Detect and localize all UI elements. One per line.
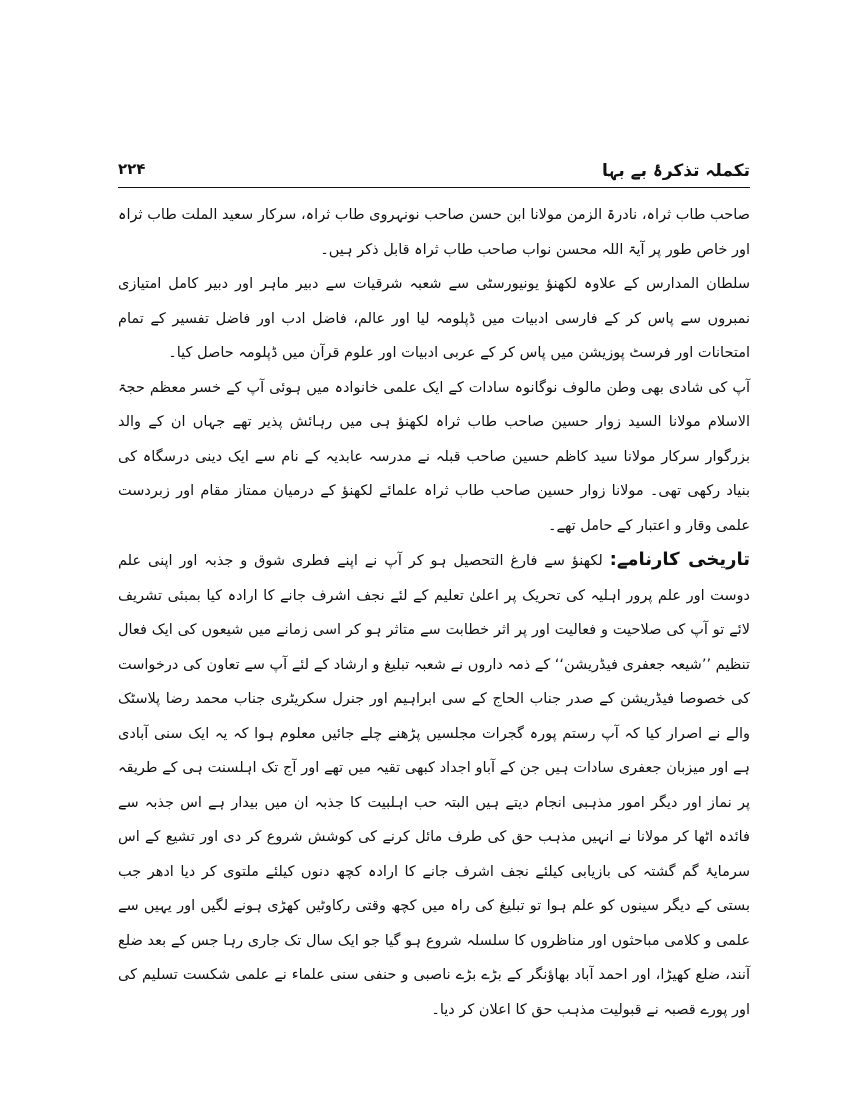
page-number: ۲۲۴ [118, 160, 146, 178]
running-title: تکملہ تذکرۂ بے بہا [601, 161, 750, 181]
paragraph-text: صاحب طاب ثراہ، نادرۃ الزمن مولانا ابن حسن صاحب نونہروی طاب ثراہ، سرکار سعید الملت طاب ثراہ اور خاص طور پر آیۃ اللہ محسن نواب صاحب طاب ثراہ قابل ذکر ہیں۔ [118, 207, 750, 258]
paragraph [118, 371, 750, 544]
paragraph-text: آپ کی شادی بھی وطن مالوف نوگانوہ سادات کے ایک علمی خانوادہ میں ہوئی آپ کے خسر معظم حجۃ الاسلام مولانا السید زوار حسین صاحب طاب ثراہ لکھنؤ ہی میں رہائش پذیر تھے جہاں ان کے والد بزرگوار سرکار مولانا سید کاظم حسین صاحب قبلہ نے مدرسہ عابدیہ کے نام سے ایک دینی درسگاہ کی بنیاد رکھی تھی۔ مولانا زوار حسین صاحب طاب ثراہ علمائے لکھنؤ کے درمیان ممتاز مقام اور زبردست علمی وقار و اعتبار کے حامل تھے۔ [118, 379, 750, 534]
paragraph [118, 198, 750, 267]
body-text [118, 198, 750, 1027]
paragraph [118, 543, 750, 1027]
page-header [118, 160, 750, 186]
paragraph [118, 267, 750, 371]
paragraph-text: سلطان المدارس کے علاوہ لکھنؤ یونیورسٹی سے شعبہ شرقیات سے دبیر ماہر اور دبیر کامل امتیازی نمبروں سے پاس کر کے فارسی ادبیات میں ڈپلومہ لیا اور عالم، فاضل ادب اور فاضل تفسیر کے تمام امتحانات اور فرسٹ پوزیشن میں پاس کر کے عربی ادبیات اور علوم قرآن میں ڈپلومہ حاصل کیا۔ [118, 276, 750, 361]
section-heading: تاریخی کارنامے: [609, 549, 750, 570]
header-rule [118, 187, 750, 188]
paragraph-text: لکھنؤ سے فارغ التحصیل ہو کر آپ نے اپنے فطری شوق و جذبہ اور اپنی علم دوست اور علم پرور اہلیہ کی تحریک پر اعلیٰ تعلیم کے لئے نجف اشرف جانے کا ارادہ کیا بمبئی تشریف لائے تو آپ کی صلاحیت و فعالیت اور پر اثر خطابت سے متاثر ہو کر اسی زمانے میں شیعوں کی ایک فعال تنظیم ’’شیعہ جعفری فیڈریشن‘‘ کے ذمہ داروں نے شعبہ تبلیغ و ارشاد کے لئے آپ سے تعاون کی درخواست کی خصوصا فیڈریشن کے صدر جناب الحاج کے سی ابراہیم اور جنرل سکریٹری جناب محمد رضا پلاسٹک والے نے اصرار کیا کہ آپ رستم پورہ گجرات مجلسیں پڑھنے چلے جائیں معلوم ہوا کہ یہ ایک سنی آبادی ہے اور میزبان جعفری سادات ہیں جن کے آباو اجداد کبھی تقیہ میں تھے اور آج تک اہلسنت ہی کے طریقہ پر نماز اور دیگر امور مذہبی انجام دیتے ہیں البتہ حب اہلبیت کا جذبہ ان میں بیدار ہے اس جذبہ سے فائدہ اٹھا کر مولانا نے انہیں مذہب حق کی طرف مائل کرنے کی کوشش شروع کر دی اور تشیع کے اس سرمایۂ گم گشتہ کی بازیابی کیلئے نجف اشرف جانے کا ارادہ کچھ دنوں کیلئے ملتوی کر دیا ادھر جب بستی کے دیگر سینوں کو علم ہوا تو تبلیغ کی راہ میں کچھ وقتی رکاوٹیں کھڑی ہونے لگیں اور یہیں سے علمی و کلامی مباحثوں اور مناظروں کا سلسلہ شروع ہو گیا جو ایک سال تک جاری رہا جس کے بعد ضلع آنند، ضلع کھیڑا، اور احمد آباد بھاؤنگر کے بڑے بڑے ناصبی و حنفی سنی علماء نے علمی شکست تسلیم کی اور پورے قصبہ نے قبولیت مذہب حق کا اعلان کر دیا۔ [118, 553, 750, 1018]
